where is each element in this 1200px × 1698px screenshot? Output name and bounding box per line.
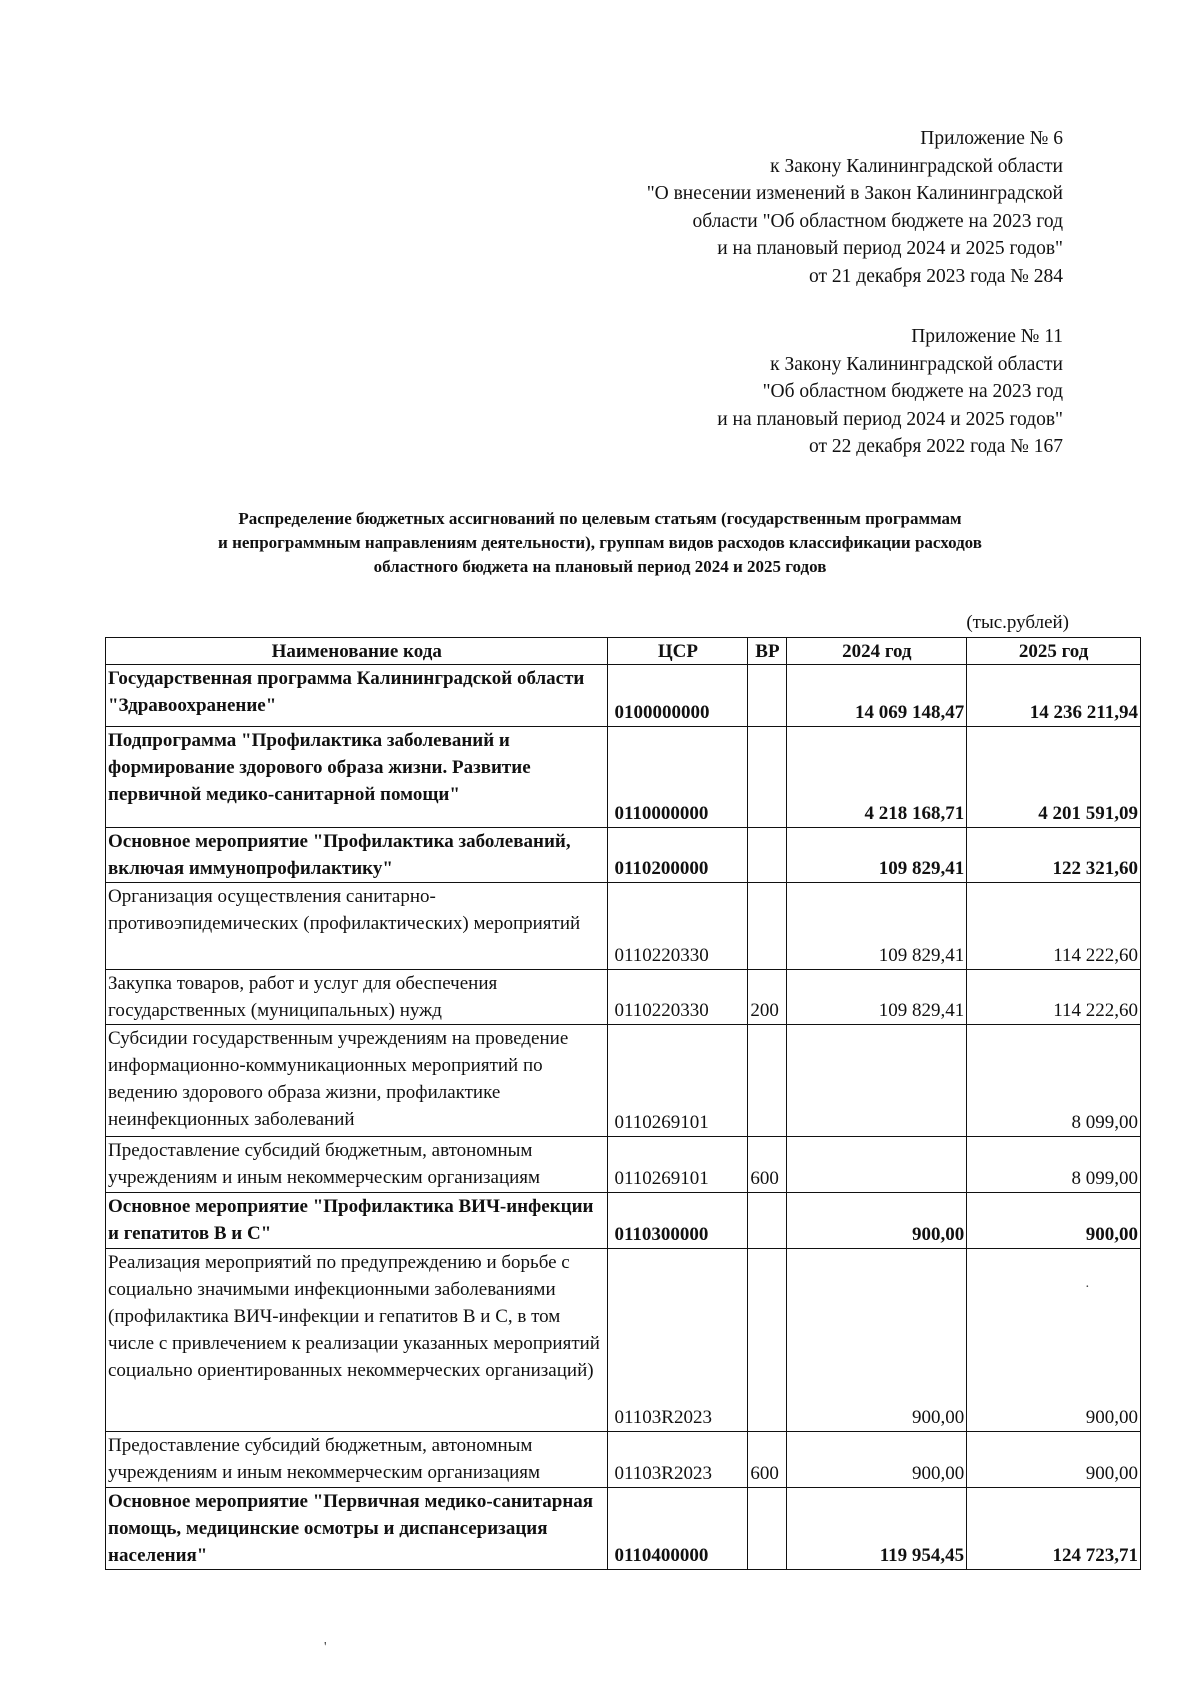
table-row bbox=[106, 1193, 1141, 1249]
row-vr-cell bbox=[748, 1488, 787, 1570]
row-csr-cell: 01103R2023 bbox=[608, 1432, 748, 1488]
row-2025-cell: 900,00 bbox=[967, 1193, 1141, 1249]
row-csr-cell: 0110269101 bbox=[608, 1137, 748, 1193]
row-vr-cell bbox=[748, 665, 787, 727]
row-csr-cell: 0110400000 bbox=[608, 1488, 748, 1570]
row-name-cell: Предоставление субсидий бюджетным, автономным учреждениям и иным некоммерческим организациям bbox=[106, 1137, 608, 1193]
table-row bbox=[106, 1432, 1141, 1488]
row-csr-cell: 0110300000 bbox=[608, 1193, 748, 1249]
table-row bbox=[106, 727, 1141, 828]
row-name-cell: Основное мероприятие "Профилактика ВИЧ-инфекции и гепатитов В и С" bbox=[106, 1193, 608, 1249]
row-csr-cell: 0110269101 bbox=[608, 1025, 748, 1137]
table-row bbox=[106, 665, 1141, 727]
row-2024-cell bbox=[787, 1137, 967, 1193]
row-2024-cell: 109 829,41 bbox=[787, 883, 967, 970]
row-2024-cell: 900,00 bbox=[787, 1249, 967, 1432]
appendix-11-line: и на плановый период 2024 и 2025 годов" bbox=[717, 408, 1063, 430]
row-name-cell: Государственная программа Калининградской области "Здравоохранение" bbox=[106, 665, 608, 727]
table-row bbox=[106, 1249, 1141, 1432]
scan-speck: ' bbox=[324, 1640, 327, 1655]
row-name-cell: Закупка товаров, работ и услуг для обеспечения государственных (муниципальных) нужд bbox=[106, 970, 608, 1025]
row-vr-cell: 200 bbox=[748, 970, 787, 1025]
table-row bbox=[106, 1137, 1141, 1193]
title-line: областного бюджета на плановый период 2024 и 2025 годов bbox=[373, 557, 827, 576]
row-vr-cell: 600 bbox=[748, 1137, 787, 1193]
table-row bbox=[106, 1488, 1141, 1570]
row-2025-cell: 114 222,60 bbox=[967, 883, 1141, 970]
appendix-6-line: от 21 декабря 2023 года № 284 bbox=[809, 265, 1063, 287]
row-2025-cell: 4 201 591,09 bbox=[967, 727, 1141, 828]
table-row bbox=[106, 828, 1141, 883]
row-csr-cell: 0110000000 bbox=[608, 727, 748, 828]
appendix-11-header bbox=[717, 323, 1063, 461]
row-name-cell: Предоставление субсидий бюджетным, автономным учреждениям и иным некоммерческим организациям bbox=[106, 1432, 608, 1488]
row-csr-cell: 0110200000 bbox=[608, 828, 748, 883]
row-2025-cell: 124 723,71 bbox=[967, 1488, 1141, 1570]
row-2024-cell: 109 829,41 bbox=[787, 828, 967, 883]
row-vr-cell bbox=[748, 883, 787, 970]
title-line: и непрограммным направлениям деятельности), группам видов расходов классификации расходов bbox=[218, 533, 982, 552]
row-2025-cell: 14 236 211,94 bbox=[967, 665, 1141, 727]
header-csr: ЦСР bbox=[608, 638, 748, 665]
appendix-6-header bbox=[647, 125, 1063, 291]
appendix-11-line: от 22 декабря 2022 года № 167 bbox=[809, 436, 1063, 458]
row-2024-cell: 4 218 168,71 bbox=[787, 727, 967, 828]
row-2025-cell: 8 099,00 bbox=[967, 1025, 1141, 1137]
row-name-cell: Подпрограмма "Профилактика заболеваний и формирование здорового образа жизни. Развитие первичной медико-санитарной помощи" bbox=[106, 727, 608, 828]
table-row bbox=[106, 970, 1141, 1025]
row-name-cell: Субсидии государственным учреждениям на проведение информационно-коммуникационных мероприятий по ведению здорового образа жизни, профилактике неинфекционных заболеваний bbox=[106, 1025, 608, 1137]
row-vr-cell bbox=[748, 1193, 787, 1249]
document-title bbox=[100, 507, 1100, 579]
row-vr-cell bbox=[748, 727, 787, 828]
row-2025-cell: 114 222,60 bbox=[967, 970, 1141, 1025]
row-vr-cell bbox=[748, 828, 787, 883]
row-2024-cell: 900,00 bbox=[787, 1193, 967, 1249]
appendix-11-line: к Закону Калининградской области bbox=[770, 353, 1063, 375]
header-name: Наименование кода bbox=[106, 638, 608, 665]
table-row bbox=[106, 1025, 1141, 1137]
row-csr-cell: 0110220330 bbox=[608, 883, 748, 970]
appendix-6-line: области "Об областном бюджете на 2023 год bbox=[692, 210, 1063, 232]
row-2024-cell: 900,00 bbox=[787, 1432, 967, 1488]
row-2025-cell: 122 321,60 bbox=[967, 828, 1141, 883]
row-vr-cell bbox=[748, 1025, 787, 1137]
row-2025-cell: 8 099,00 bbox=[967, 1137, 1141, 1193]
row-2024-cell bbox=[787, 1025, 967, 1137]
row-2024-cell: 119 954,45 bbox=[787, 1488, 967, 1570]
row-csr-cell: 0110220330 bbox=[608, 970, 748, 1025]
appendix-6-line: и на плановый период 2024 и 2025 годов" bbox=[717, 238, 1063, 260]
row-2024-cell: 14 069 148,47 bbox=[787, 665, 967, 727]
header-2024: 2024 год bbox=[787, 638, 967, 665]
scan-speck: · bbox=[1085, 1280, 1090, 1295]
unit-label: (тыс.рублей) bbox=[966, 612, 1069, 633]
appendix-11-line: Приложение № 11 bbox=[911, 326, 1063, 347]
budget-table bbox=[105, 637, 1141, 1570]
table-body bbox=[106, 665, 1141, 1570]
row-2025-cell: 900,00 bbox=[967, 1249, 1141, 1432]
row-name-cell: Основное мероприятие "Первичная медико-санитарная помощь, медицинские осмотры и диспансеризация населения" bbox=[106, 1488, 608, 1570]
row-name-cell: Основное мероприятие "Профилактика заболеваний, включая иммунопрофилактику" bbox=[106, 828, 608, 883]
appendix-6-line: к Закону Калининградской области bbox=[770, 155, 1063, 177]
title-line: Распределение бюджетных ассигнований по целевым статьям (государственным программам bbox=[238, 509, 962, 528]
appendix-6-line: Приложение № 6 bbox=[920, 128, 1063, 149]
header-vr: ВР bbox=[748, 638, 787, 665]
appendix-6-line: "О внесении изменений в Закон Калининградской bbox=[646, 183, 1063, 205]
row-csr-cell: 01103R2023 bbox=[608, 1249, 748, 1432]
row-name-cell: Реализация мероприятий по предупреждению и борьбе с социально значимыми инфекционными заболеваниями (профилактика ВИЧ-инфекции и гепатитов В и С, в том числе с привлечением к реализации указанных мероприятий социально ориентированных некоммерческих организаций) bbox=[106, 1249, 608, 1432]
row-vr-cell bbox=[748, 1249, 787, 1432]
appendix-11-line: "Об областном бюджете на 2023 год bbox=[762, 381, 1063, 403]
row-name-cell: Организация осуществления санитарно-противоэпидемических (профилактических) мероприятий bbox=[106, 883, 608, 970]
table-header-row bbox=[106, 638, 1141, 665]
table-row bbox=[106, 883, 1141, 970]
row-csr-cell: 0100000000 bbox=[608, 665, 748, 727]
header-2025: 2025 год bbox=[967, 638, 1141, 665]
row-2024-cell: 109 829,41 bbox=[787, 970, 967, 1025]
row-vr-cell: 600 bbox=[748, 1432, 787, 1488]
row-2025-cell: 900,00 bbox=[967, 1432, 1141, 1488]
